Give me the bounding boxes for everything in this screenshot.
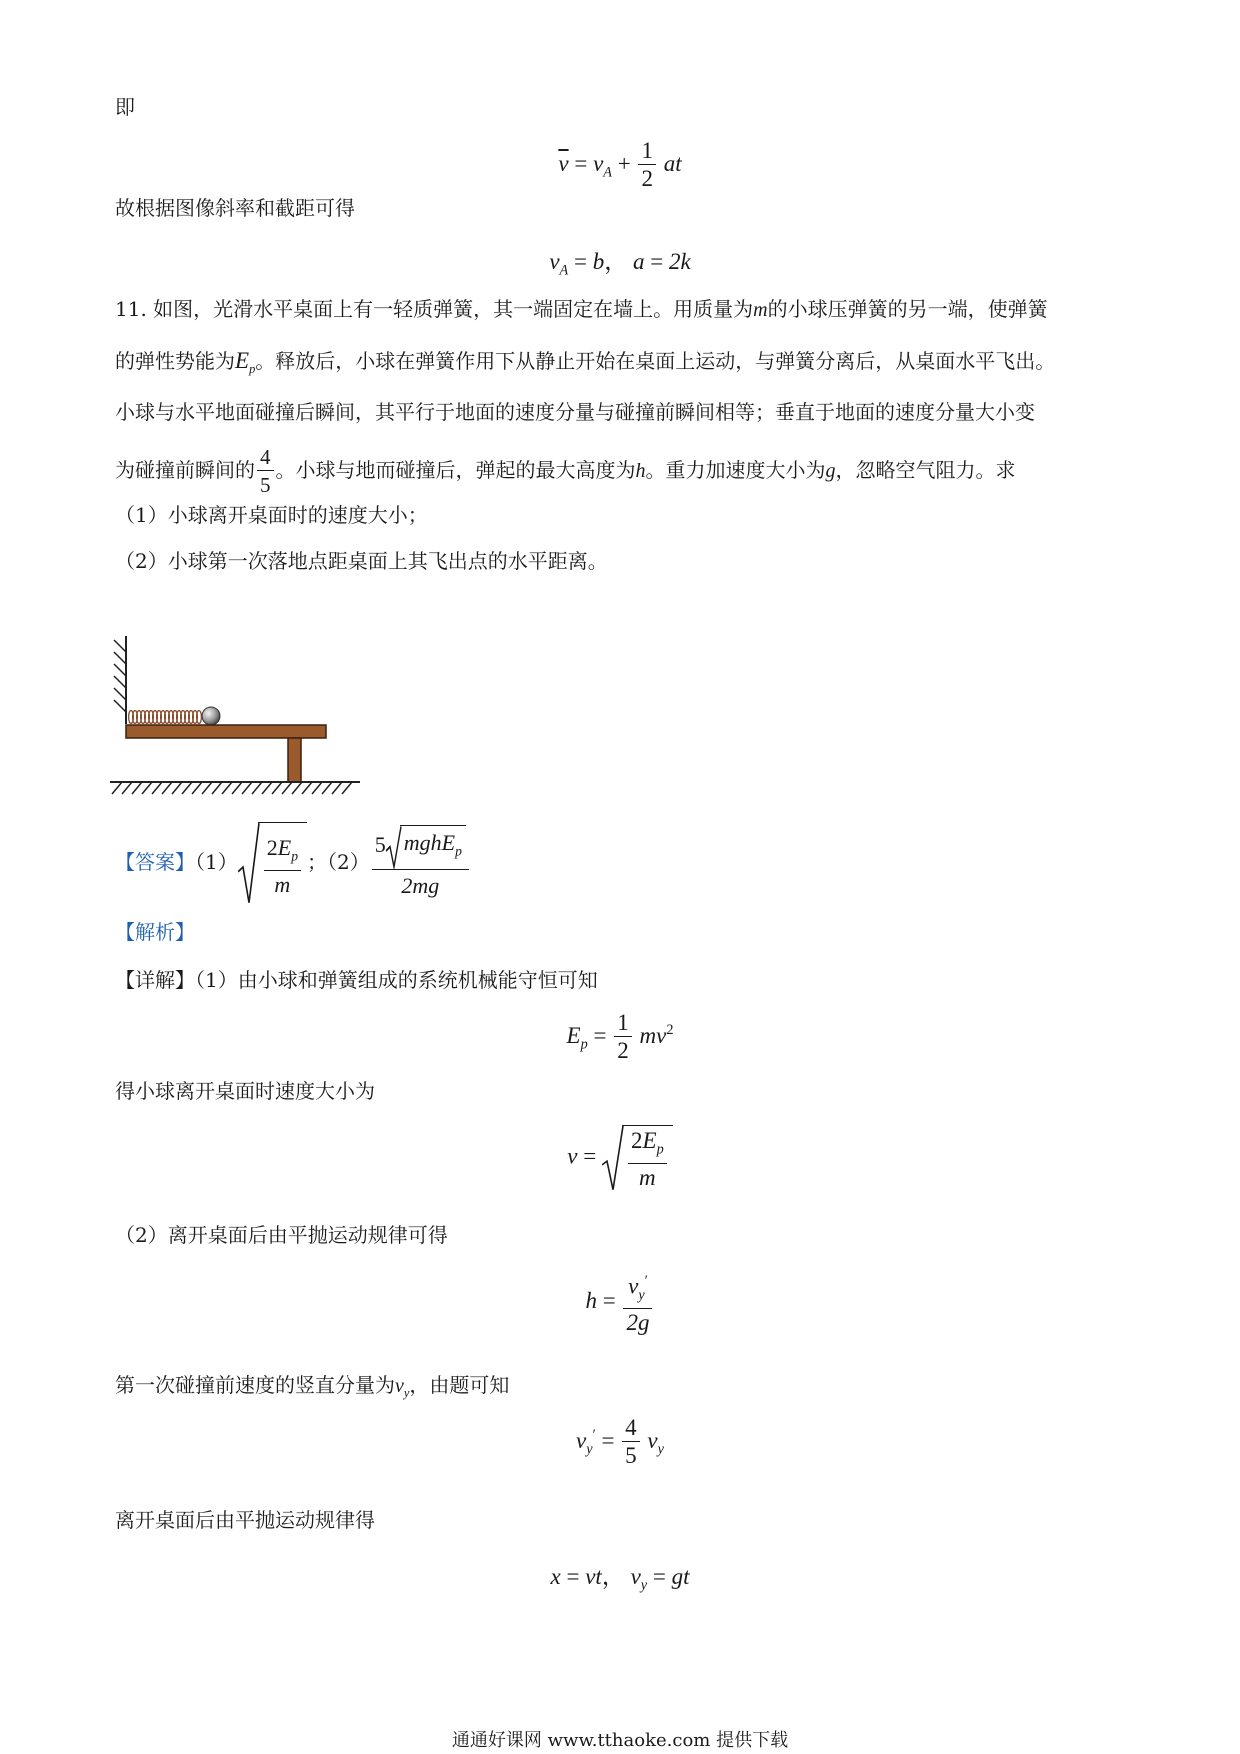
wall-hatching [114,640,126,712]
spring [129,711,202,724]
detail-line-4: 第一次碰撞前速度的竖直分量为$v_y$，由题可知 [115,1373,510,1400]
footer-source: 通通好课网 www.tthaoke.com 提供下载 [451,1730,789,1751]
answer-label: 【答案】 [115,850,195,874]
analysis-label: 【解析】 [115,920,195,944]
ball [202,707,220,725]
detail-line-3: （2）离开桌面后由平抛运动规律可得 [115,1223,448,1247]
equation-average-velocity: $\overline{v} = v_A$ + $\frac{1}{2}$ at [558,138,682,191]
fraction: $\frac{1}{2}$ [638,138,656,193]
answer-line: 【答案】（1） $\frac{2E_p}{m}$ ；（2） 5 mghE$_p$ 2mg [115,822,1125,902]
sqrt: $\frac{2E_p}{m}$ [602,1125,673,1192]
question-11-line-1: 11. 如图，光滑水平桌面上有一轻质弹簧，其一端固定在墙上。用质量为m的小球压弹簧的另一端，使弹簧 [115,297,1048,321]
fraction-5sqrt-over-2mg: 5 mghE$_p$ 2mg [372,825,469,901]
equation-projectile: x = vt， $v_y$ = gt [550,1564,690,1594]
table-leg [288,738,301,782]
detail-line-2: 得小球离开桌面时速度大小为 [115,1079,375,1103]
question-11-line-2: 的弹性势能为$E_p$。释放后，小球在弹簧作用下从静止开始在桌面上运动，与弹簧分离后，从桌面水平飞出。 [115,348,1056,376]
equation-height: h = $\frac{v_y'}{2g}$ [0,1268,1240,1337]
detail-line-1: 【详解】（1）由小球和弹簧组成的系统机械能守恒可知 [115,968,598,992]
table-top [126,725,326,738]
text-line: 即 [115,95,135,119]
sqrt-2Ep-over-m: $\frac{2E_p}{m}$ [238,822,307,905]
fraction-four-fifths: $\frac{4}{5}$ [257,444,274,499]
sub-question-1: （1）小球离开桌面时的速度大小； [115,503,428,527]
equation-intercept-slope: $v_A = b$， a = 2k [549,249,691,279]
sub-question-2: （2）小球第一次落地点距桌面上其飞出点的水平距离。 [115,549,608,573]
question-11-line-3: 小球与水平地面碰撞后瞬间，其平行于地面的速度分量与碰撞前瞬间相等；垂直于地面的速度分量大小变 [115,400,1035,424]
equation-rebound-velocity: $v_y'$ = $\frac{4}{5}$ $v_y$ [576,1415,664,1468]
detail-label: 【详解】 [115,968,195,992]
question-11-line-4: 为碰撞前瞬间的 $\frac{4}{5}$ 。小球与地而碰撞后，弹起的最大高度为h。重力加速度大小为g，忽略空气阻力。求 [115,445,1016,497]
ground-hatching [112,782,352,794]
detail-line-5: 离开桌面后由平抛运动规律得 [115,1508,375,1532]
equation-velocity: v = $\frac{2E_p}{m}$ [0,1125,1240,1192]
spring-ball-table-diagram [110,628,410,808]
text-line: 故根据图像斜率和截距可得 [115,196,355,220]
equation-energy-conservation: $E_p$ = $\frac{1}{2}$ $mv^2$ [566,1010,674,1063]
